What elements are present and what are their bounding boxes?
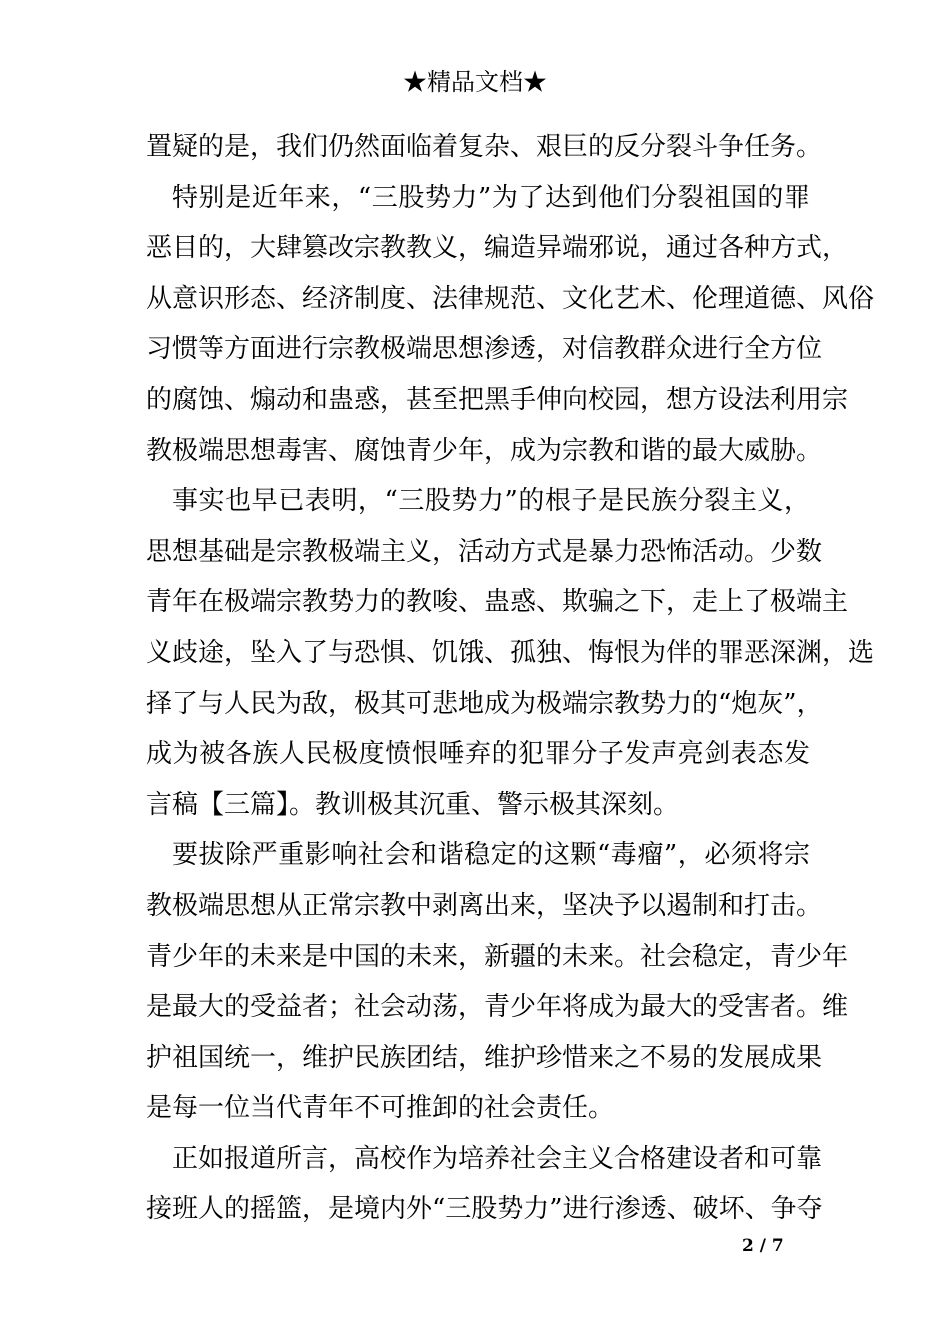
page-number-label: 2 / 7 — [742, 1236, 784, 1256]
text-line: 择了与人民为敌，极其可悲地成为极端宗教势力的“炮灰”， — [146, 688, 823, 719]
text-line: 的腐蚀、煽动和蛊惑，甚至把黑手伸向校园，想方设法利用宗 — [146, 384, 849, 415]
text-line: 义歧途，坠入了与恐惧、饥饿、孤独、悔恨为伴的罪恶深渊，选 — [146, 637, 875, 668]
text-line: 置疑的是，我们仍然面临着复杂、艰巨的反分裂斗争任务。 — [146, 132, 823, 162]
page-number — [742, 1234, 784, 1258]
text-line: 言稿【三篇】。教训极其沉重、警示极其深刻。 — [146, 789, 680, 820]
text-line: 青年在极端宗教势力的教唆、蛊惑、欺骗之下，走上了极端主 — [146, 587, 849, 618]
text-line: 成为被各族人民极度愤恨唾弃的犯罪分子发声亮剑表态发 — [146, 739, 810, 770]
header-title: ★精品文档★ — [403, 68, 547, 96]
text-line: 青少年的未来是中国的未来，新疆的未来。社会稳定，青少年 — [146, 941, 849, 972]
text-line: 是最大的受益者；社会动荡，青少年将成为最大的受害者。维 — [146, 992, 849, 1023]
paragraph — [146, 122, 823, 173]
paragraph — [146, 830, 849, 1134]
text-line: 教极端思想毒害、腐蚀青少年，成为宗教和谐的最大威胁。 — [146, 435, 823, 466]
text-line: 恶目的，大肆篡改宗教教义，编造异端邪说，通过各种方式， — [146, 233, 849, 264]
text-line: 要拔除严重影响社会和谐稳定的这颗“毒瘤”，必须将宗 — [172, 840, 810, 871]
text-line: 特别是近年来，“三股势力”为了达到他们分裂祖国的罪 — [172, 182, 810, 213]
paragraph — [146, 476, 875, 830]
text-line: 接班人的摇篮，是境内外“三股势力”进行渗透、破坏、争夺 — [146, 1194, 823, 1225]
document-header — [0, 62, 950, 102]
paragraph — [146, 1134, 823, 1235]
text-line: 习惯等方面进行宗教极端思想渗透，对信教群众进行全方位 — [146, 334, 823, 365]
text-line: 护祖国统一，维护民族团结，维护珍惜来之不易的发展成果 — [146, 1042, 823, 1073]
text-line: 正如报道所言，高校作为培养社会主义合格建设者和可靠 — [172, 1143, 823, 1174]
text-line: 教极端思想从正常宗教中剥离出来，坚决予以遏制和打击。 — [146, 890, 823, 921]
text-line: 思想基础是宗教极端主义，活动方式是暴力恐怖活动。少数 — [146, 536, 823, 567]
document-body — [146, 122, 875, 1235]
text-line: 是每一位当代青年不可推卸的社会责任。 — [146, 1093, 615, 1124]
text-line: 从意识形态、经济制度、法律规范、文化艺术、伦理道德、风俗 — [146, 283, 875, 314]
paragraph — [146, 173, 875, 477]
text-line: 事实也早已表明，“三股势力”的根子是民族分裂主义， — [172, 486, 810, 517]
